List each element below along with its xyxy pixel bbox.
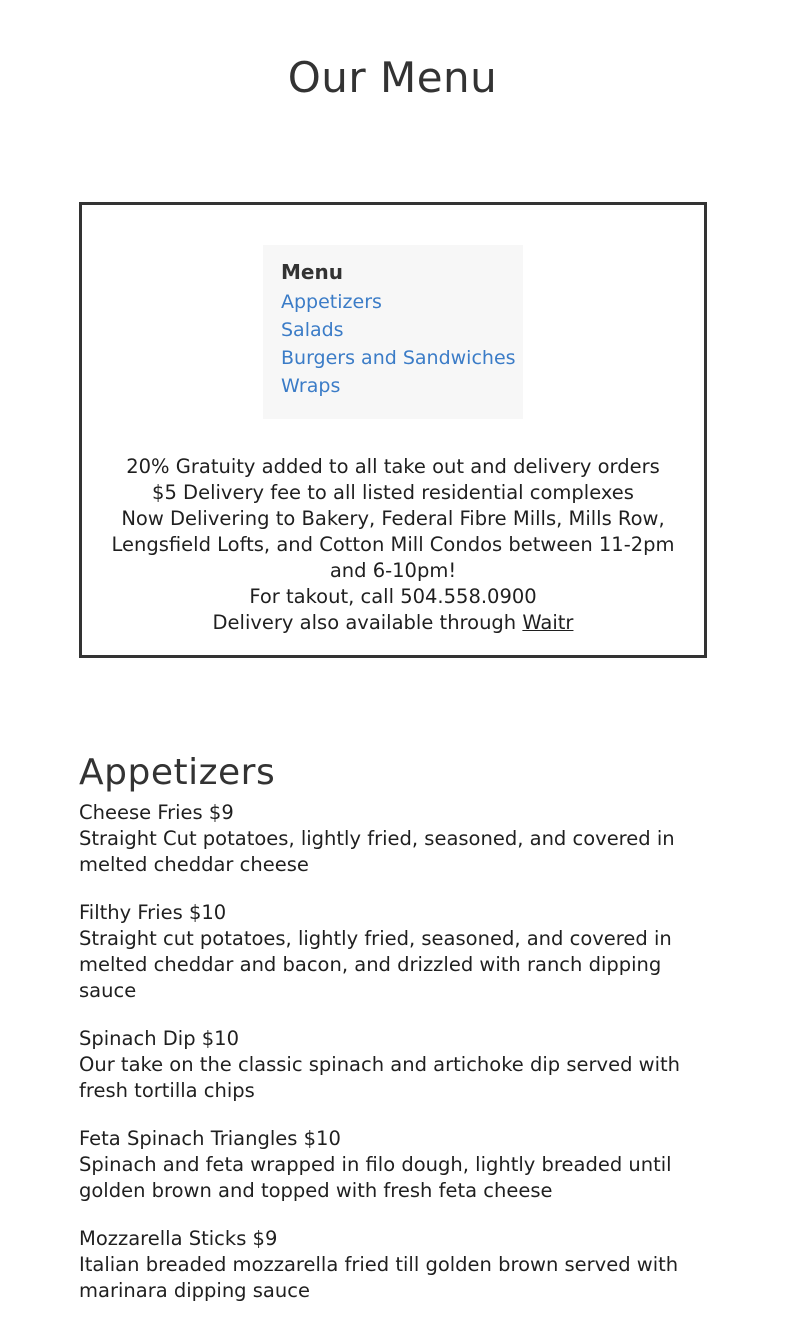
menu-item-description: Spinach and feta wrapped in filo dough, lightly breaded until golden brown and topped with fresh feta cheese <box>79 1153 672 1202</box>
menu-item <box>79 1226 709 1304</box>
gratuity-note: 20% Gratuity added to all take out and delivery orders <box>126 455 660 478</box>
toc-item <box>281 344 516 372</box>
menu-item <box>79 800 709 878</box>
toc-item <box>281 316 505 344</box>
menu-item <box>79 900 709 1004</box>
toc-link-appetizers[interactable]: Appetizers <box>281 291 382 313</box>
menu-item-title: Filthy Fries $10 <box>79 901 227 924</box>
info-box <box>79 202 707 658</box>
waitr-link[interactable]: Waitr <box>522 611 574 634</box>
toc-link-salads[interactable]: Salads <box>281 319 344 341</box>
appetizers-heading: Appetizers <box>79 752 276 793</box>
delivery-fee-note: $5 Delivery fee to all listed residential complexes <box>152 481 634 504</box>
delivery-service-prefix: Delivery also available through <box>212 611 523 634</box>
delivery-service-note <box>102 610 684 636</box>
menu-item-title: Mozzarella Sticks $9 <box>79 1227 278 1250</box>
menu-item-description: Straight Cut potatoes, lightly fried, seasoned, and covered in melted cheddar cheese <box>79 827 675 876</box>
toc-item <box>281 288 505 316</box>
toc-heading: Menu <box>281 260 343 284</box>
ordering-notes <box>102 454 684 636</box>
menu-item-title: Cheese Fries $9 <box>79 801 234 824</box>
toc-link-burgers-and-sandwiches[interactable]: Burgers and Sandwiches <box>281 347 516 369</box>
takeout-note: For takout, call 504.558.0900 <box>249 585 537 608</box>
menu-item-description: Italian breaded mozzarella fried till golden brown served with marinara dipping sauce <box>79 1253 679 1302</box>
page-title: Our Menu <box>287 53 498 102</box>
menu-item-description: Straight cut potatoes, lightly fried, seasoned, and covered in melted cheddar and bacon, and drizzled with ranch dipping sauce <box>79 927 672 1002</box>
appetizers-list <box>79 800 709 1326</box>
menu-item-description: Our take on the classic spinach and artichoke dip served with fresh tortilla chips <box>79 1053 681 1102</box>
menu-item-title: Spinach Dip $10 <box>79 1027 239 1050</box>
toc-link-wraps[interactable]: Wraps <box>281 375 341 397</box>
menu-item <box>79 1026 709 1104</box>
toc-item <box>281 372 505 400</box>
menu-table-of-contents <box>263 245 523 419</box>
menu-item <box>79 1126 709 1204</box>
delivery-area-note: Now Delivering to Bakery, Federal Fibre Mills, Mills Row, Lengsfield Lofts, and Cotton Mill Condos between 11-2pm and 6-10pm! <box>111 507 675 582</box>
menu-item-title: Feta Spinach Triangles $10 <box>79 1127 341 1150</box>
toc-list <box>281 288 516 400</box>
